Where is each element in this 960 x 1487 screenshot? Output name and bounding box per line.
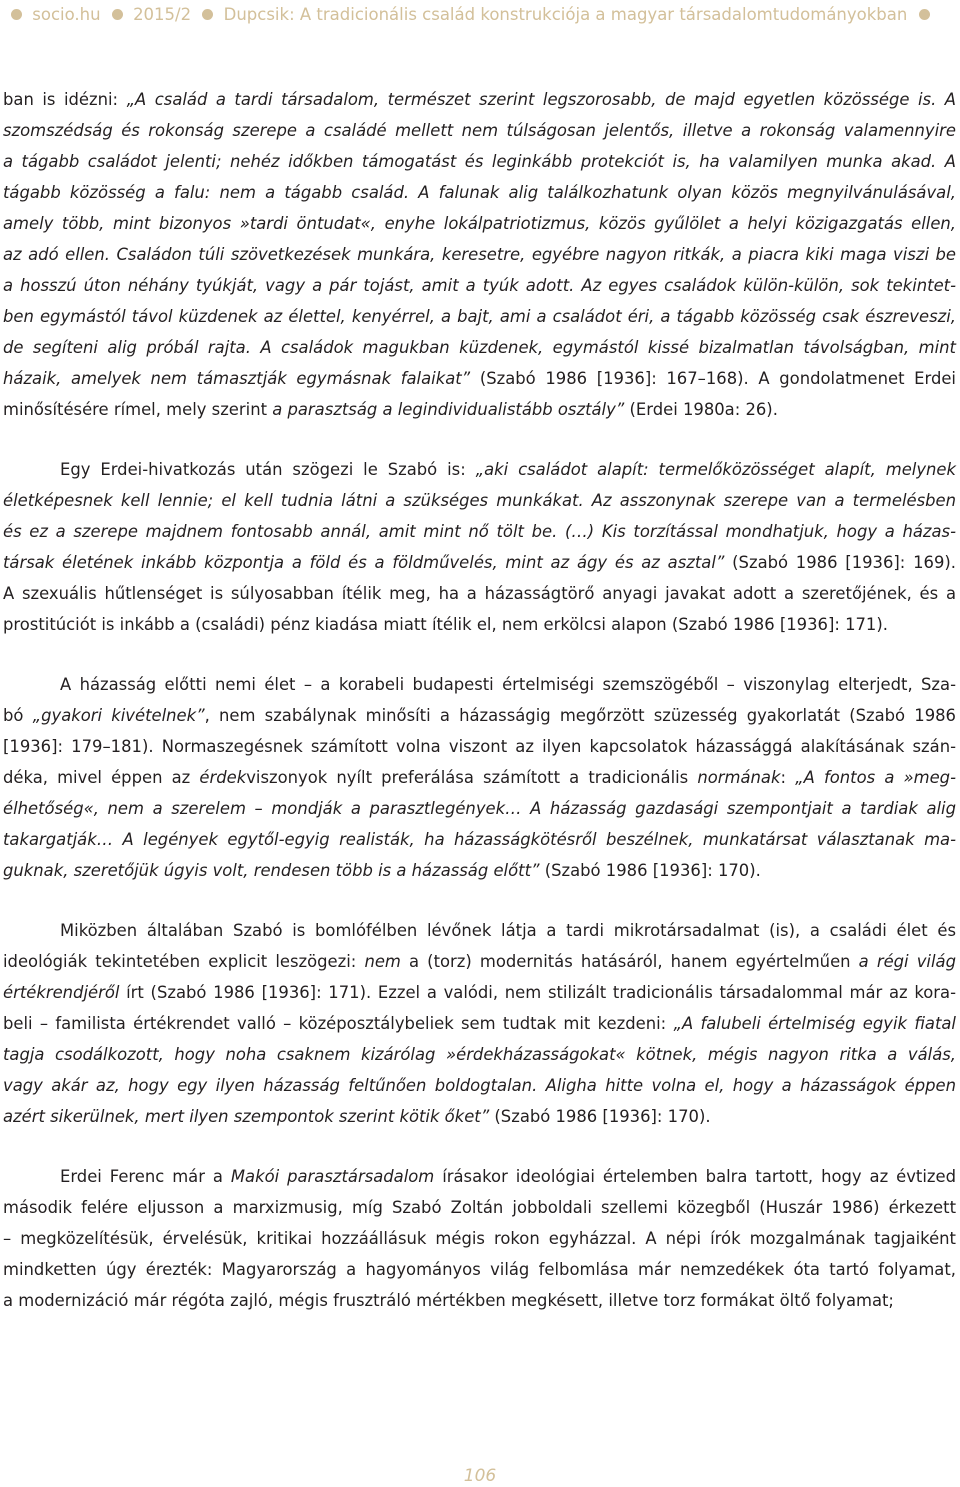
bullet-icon — [202, 9, 213, 20]
line-content — [3, 1254, 956, 1285]
line-content — [3, 700, 956, 731]
line-content — [3, 270, 956, 301]
italic-quote-segment: a tágabb családot jelenti; nehéz időkben támogatást és leginkább protekciót is, ha valamilyen munka akad. A — [3, 152, 956, 171]
line-content — [3, 1101, 711, 1132]
text-segment: (Szabó 1986 [1936]: 170). — [489, 1107, 711, 1126]
text-line — [3, 609, 956, 640]
italic-quote-segment: de segíteni alig próbál rajta. — [3, 338, 251, 357]
text-segment: Miközben általában Szabó is bomlófélben lévőnek látja a tardi mikrotársadalmat (is), a családi élet és — [60, 921, 956, 940]
text-segment: írt (Szabó 1986 [1936]: 171). Ezzel a valódi, nem stilizált tradicionális társadalommal már az kora- — [119, 983, 956, 1002]
italic-quote-segment: az adó ellen. — [3, 245, 110, 264]
text-segment: írásakor ideológiai értelemben balra tartott, hogy az évtized — [434, 1167, 956, 1186]
header-issue: 2015/2 — [133, 5, 192, 24]
italic-quote-segment: a parasztság a legindividualistább osztály” — [272, 400, 625, 419]
text-line — [3, 363, 956, 394]
italic-quote-segment: azért sikerülnek, mert ilyen szempontok szerint kötik őket” — [3, 1107, 490, 1126]
header-line — [0, 5, 935, 24]
page-number: 106 — [463, 1466, 497, 1486]
text-segment: viszonyok nyílt preferálása számított a tradicionális — [246, 768, 698, 787]
line-content — [3, 84, 956, 115]
text-line — [3, 84, 956, 115]
text-segment: beli – familista értékrendet valló – középosztálybeliek sem tudtak mit kezdeni: — [3, 1014, 674, 1033]
line-content — [3, 1070, 956, 1101]
line-content — [3, 332, 956, 363]
italic-quote-segment: Az egyes családok külön-külön, sok tekintet- — [574, 276, 956, 295]
italic-quote-segment: házaik, amelyek nem támasztják egymásnak falaikat” — [3, 369, 471, 388]
header-article-title: Dupcsik: A tradicionális család konstrukciója a magyar társadalomtudományokban — [223, 5, 908, 24]
italic-quote-segment: nem — [364, 952, 401, 971]
text-segment: prostitúciót is inkább a (családi) pénz kiadása miatt ítélik el, nem erkölcsi alapon (Szabó 1986 [1936]: 171). — [3, 615, 888, 634]
text-line — [3, 516, 956, 547]
line-content — [3, 146, 956, 177]
italic-quote-segment: Családon túli szövetkezések munkára, keresetre, egyébre nagyon ritkák, a piacra kiki maga viszi be — [109, 245, 956, 264]
text-line — [3, 1101, 956, 1132]
text-line — [3, 1254, 956, 1285]
text-segment: – megközelítésük, érvelésük, kritikai hozzáállásuk mégis rokon egyházzal. A népi írók mozgalmának tagjaiként — [3, 1229, 956, 1248]
line-content — [3, 824, 956, 855]
text-segment: Erdei Ferenc már a — [60, 1167, 231, 1186]
text-line — [3, 700, 956, 731]
text-segment: minősítésére rímel, mely szerint — [3, 400, 273, 419]
line-content — [60, 669, 956, 700]
line-content — [3, 1285, 894, 1316]
text-line — [3, 301, 956, 332]
text-line — [3, 177, 956, 208]
line-content — [3, 1039, 956, 1070]
header-site: socio.hu — [32, 5, 101, 24]
italic-quote-segment: érdek — [199, 768, 247, 787]
text-line — [3, 1070, 956, 1101]
body-text — [3, 84, 956, 1316]
italic-quote-segment: tagja csodálkozott, hogy noha csaknem kizárólag »érdekházasságokat« kötnek, mégis nagyon ritka a válás, — [3, 1045, 956, 1064]
italic-quote-segment: A falunak alig találkozhatunk olyan közös megnyilvánulásával, — [409, 183, 956, 202]
line-content — [3, 1192, 956, 1223]
line-content — [3, 516, 956, 547]
line-content — [3, 977, 956, 1008]
text-line — [3, 578, 956, 609]
text-segment: A házasság előtti nemi élet – a korabeli budapesti értelmiségi szemszögéből – viszonylag elterjedt, Sza- — [60, 675, 956, 694]
paragraph-gap — [3, 1132, 956, 1161]
text-segment: , nem szabálynak minősíti a házasságig megőrzött szüzesség gyakorlatát (Szabó 1986 — [204, 706, 956, 725]
text-line — [3, 1039, 956, 1070]
italic-quote-segment: vagy akár az, hogy egy ilyen házasság feltűnően boldogtalan. Aligha hitte volna el, hogy a házasságok éppen — [3, 1076, 956, 1095]
text-segment: Egy Erdei-hivatkozás után szögezi le Szabó is: — [60, 460, 476, 479]
paragraph-gap — [3, 640, 956, 669]
line-content — [3, 946, 956, 977]
italic-quote-segment: „aki családot alapít: termelőközösséget alapít, melynek — [475, 460, 956, 479]
text-segment: a modernizáció már régóta zajló, mégis frusztráló mértékben megkésett, illetve torz formákat öltő folyamat; — [3, 1291, 894, 1310]
italic-quote-segment: „A fontos a »meg- — [795, 768, 956, 787]
line-content — [3, 793, 956, 824]
line-content — [3, 363, 956, 394]
text-line — [3, 485, 956, 516]
italic-quote-segment: „gyakori kivételnek” — [32, 706, 205, 725]
line-content — [3, 301, 956, 332]
text-line — [3, 239, 956, 270]
line-content — [3, 239, 956, 270]
italic-quote-segment: „A falubeli értelmiség egyik fiatal — [673, 1014, 956, 1033]
text-line — [3, 1223, 956, 1254]
italic-quote-segment: szomszédság és rokonság szerepe a családé mellett nem túlságosan jelentős, illetve a rokonság valamennyire — [3, 121, 956, 140]
italic-quote-segment: A családok magukban küzdenek, egymástól kissé bizalmatlan távolságban, mint — [250, 338, 956, 357]
italic-quote-segment: ben egymástól távol küzdenek az élettel, kenyérrel, a bajt, ami a családot éri, a tágabb közösség csak észreveszi, — [3, 307, 956, 326]
italic-quote-segment: a régi világ — [858, 952, 956, 971]
text-segment: déka, mivel éppen az — [3, 768, 200, 787]
italic-quote-segment: tágabb közösség a falu: nem a tágabb család. — [3, 183, 410, 202]
paragraph-gap — [3, 425, 956, 454]
text-line — [3, 1285, 956, 1316]
italic-quote-segment: Az asszonynak szerepe van a termelésben — [583, 491, 957, 510]
text-segment: ideológiák tekintetében explicit leszögezi: — [3, 952, 365, 971]
text-line — [3, 946, 956, 977]
line-content — [3, 485, 956, 516]
running-header — [0, 0, 960, 34]
italic-quote-segment: élhetőség«, nem a szerelem – mondják a parasztlegények… A házasság gazdasági szempontjait a tardiak alig — [3, 799, 956, 818]
bullet-icon — [919, 9, 930, 20]
text-line — [3, 915, 956, 946]
bullet-icon — [112, 9, 123, 20]
text-line — [3, 731, 956, 762]
text-line — [3, 454, 956, 485]
text-line — [3, 115, 956, 146]
line-content — [3, 394, 778, 425]
text-segment: ban is idézni: — [3, 90, 127, 109]
italic-quote-segment: Makói parasztársadalom — [230, 1167, 435, 1186]
line-content — [3, 115, 956, 146]
text-line — [3, 855, 956, 886]
text-line — [3, 824, 956, 855]
text-line — [3, 1161, 956, 1192]
line-content — [3, 762, 956, 793]
text-segment: : — [780, 768, 796, 787]
line-content — [60, 454, 956, 485]
text-line — [3, 1192, 956, 1223]
line-content — [3, 731, 956, 762]
italic-quote-segment: guknak, szeretőjük úgyis volt, rendesen több is a házasság előtt” — [3, 861, 540, 880]
text-line — [3, 270, 956, 301]
italic-quote-segment: életképesnek kell lennie; el kell tudnia látni a szükséges munkákat. — [3, 491, 584, 510]
text-line — [3, 1008, 956, 1039]
italic-quote-segment: normának — [697, 768, 781, 787]
text-segment: mindketten úgy érezték: Magyarország a hagyományos világ felbomlása már nemzedékek óta tartó folyamat, — [3, 1260, 956, 1279]
text-segment: második felére eljusson a marxizmusig, míg Szabó Zoltán jobboldali szellemi közegből (Huszár 1986) érkezett — [3, 1198, 956, 1217]
text-line — [3, 146, 956, 177]
text-line — [3, 208, 956, 239]
bullet-icon — [11, 9, 22, 20]
line-content — [3, 547, 956, 578]
text-segment: bó — [3, 706, 33, 725]
text-line — [3, 547, 956, 578]
text-segment: (Erdei 1980a: 26). — [624, 400, 778, 419]
line-content — [3, 609, 888, 640]
line-content — [3, 578, 956, 609]
italic-quote-segment: értékrendjéről — [3, 983, 120, 1002]
text-segment: (Szabó 1986 [1936]: 167–168). A gondolatmenet Erdei — [470, 369, 956, 388]
italic-quote-segment: társak életének inkább központja a föld és a földművelés, mint az ágy és az asztal” — [3, 553, 725, 572]
line-content — [60, 1161, 956, 1192]
text-segment: A szexuális hűtlenséget is súlyosabban ítélik meg, ha a házasságtörő anyagi javakat adott a szeretőjének, és a — [3, 584, 956, 603]
text-line — [3, 762, 956, 793]
text-segment: [1936]: 179–181). Normaszegésnek számított volna viszont az ilyen kapcsolatok házassággá alakításának szán- — [3, 737, 956, 756]
text-segment: a (torz) modernitás hatásáról, hanem egyértelműen — [400, 952, 859, 971]
italic-quote-segment: takargatják… A legények egytől-egyig realisták, ha házasságkötésről beszélnek, munkatársat választanak ma- — [3, 830, 956, 849]
italic-quote-segment: és ez a szerepe majdnem fontosabb annál, amit mint nő tölt be. (…) Kis torzítással mondhatjuk, hogy a házas- — [3, 522, 956, 541]
text-line — [3, 793, 956, 824]
line-content — [3, 208, 956, 239]
text-line — [3, 332, 956, 363]
paragraph-gap — [3, 886, 956, 915]
italic-quote-segment: amely több, mint bizonyos »tardi öntudat«, enyhe lokálpatriotizmus, közös gyűlölet a helyi közigazgatás ellen, — [3, 214, 956, 233]
text-segment: (Szabó 1986 [1936]: 170). — [539, 861, 761, 880]
text-line — [3, 394, 956, 425]
line-content — [60, 915, 956, 946]
text-line — [3, 977, 956, 1008]
italic-quote-segment: a hosszú úton néhány tyúkját, vagy a pár tojást, amit a tyúk adott. — [3, 276, 575, 295]
italic-quote-segment: „A család a tardi társadalom, természet szerint legszorosabb, de majd egyetlen közössége is. A — [126, 90, 956, 109]
line-content — [3, 177, 956, 208]
line-content — [3, 1223, 956, 1254]
text-line — [3, 669, 956, 700]
line-content — [3, 1008, 956, 1039]
text-segment: (Szabó 1986 [1936]: 169). — [724, 553, 956, 572]
line-content — [3, 855, 761, 886]
